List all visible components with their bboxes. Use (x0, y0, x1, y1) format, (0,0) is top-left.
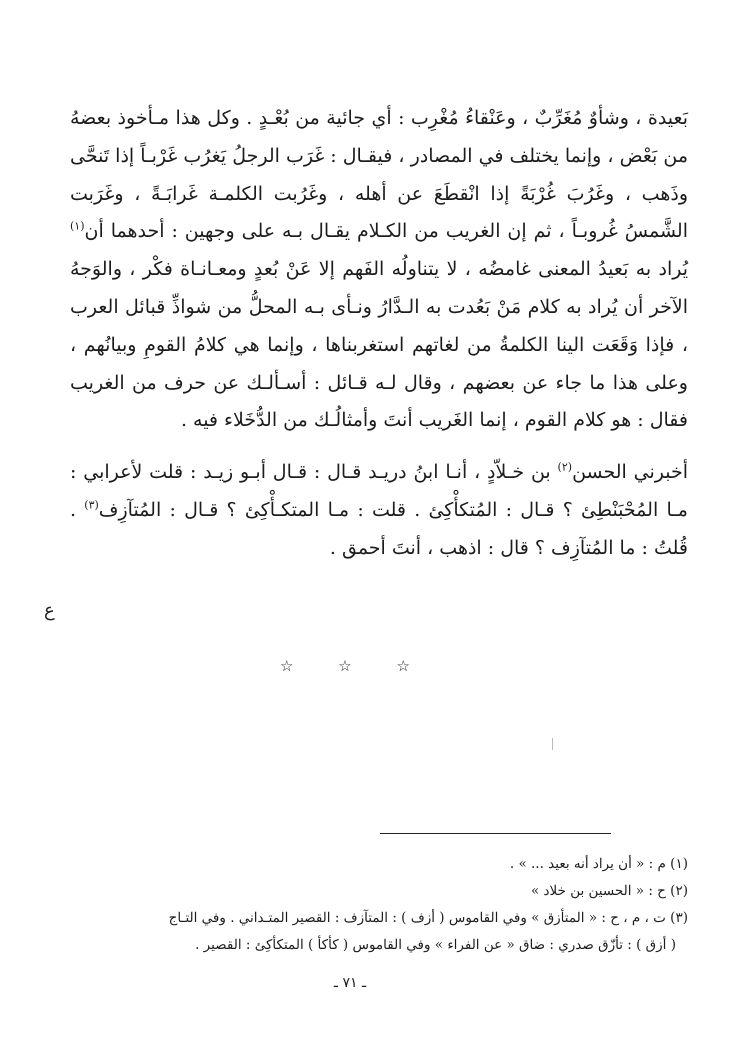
main-text (70, 100, 688, 568)
footnote-2: (٢) ح : « الحسين بن خلاد » (530, 883, 688, 899)
scan-mark (552, 738, 553, 750)
star-icon: ☆ (396, 657, 410, 675)
footnotes (80, 851, 688, 959)
margin-annotation: ع (44, 600, 55, 621)
footnote-separator (380, 833, 611, 834)
footnote-ref-3[interactable]: (٣) (84, 498, 99, 512)
footnote-ref-2[interactable]: (٢) (557, 460, 573, 474)
footnote-3: (٣) ت ، م ، ح : « المتأزق » وفي القاموس ( أزف ) : المتآزف : القصير المتـداني . وفي التـاج (168, 910, 688, 926)
paragraph-2: أخبرني الحسن$^{(٢)}$ بن خـلاّدٍ ، أنـا ابنُ دريـد قـال : قـال أبـو زيـد : قلت لأعرابي : مـا المُحْبَنْطِئ ؟ قـال : المُتكأْكِئ . قلت : مـا المتكـأْكِئ ؟ قـال : المُتآزِف$^{(٣)}$ . قُلتُ : ما المُتآزِف ؟ قال : اذهب ، أنتَ أحمق . (70, 460, 688, 559)
paragraph-1: بَعيدة ، وشأوٌ مُغَرِّبٌ ، وعَنْقاءُ مُغْرِب : أي جائية من بُعْـدٍ . وكل هذا مـأخوذ بعضهُ من بَعْض ، وإنما يختلف في المصادر ، فيقـال : غَرَب الرجلُ يَغرُب غَرْبـاً إذا تَنحَّى وذَهب ، وغَرُبَ غُرْبَةً إذا انْقطَعَ عن أهله ، وغَرُبت الكلمـة غَرابَـةً ، وغَرَبت الشَّمسُ غُروبـاً ، ثم إن الغريب من الكـلام يقـال بـه على وجهين : أحدهما أن$^{(١)}$ يُراد به بَعيدُ المعنى غامضُه ، لا يتناولُه الفَهم إلا عَنْ بُعدٍ ومعـانـاة فكْر ، والوَجهُ الآخر أن يُراد به كلام مَنْ بَعُدت به الـدَّارُ ونـأى بـه المحلُّ من شواذِّ قبائل العرب ، فإذا وَقَعَت الينا الكلمةُ من لغاتهم استغربناها ، وإنما هي كلامُ القومِ وبيانُهم ، وعلى هذا ما جاء عن بعضهم ، وقال لـه قـائل : أسـألـك عن حرف من الغريب فقال : هو كلام القوم ، إنما الغَريب أنتَ وأمثالُـك من الدُّخَلاء فيه . (70, 107, 688, 432)
footnote-1: (١) م : « أن يراد أنه بعيد ... » . (509, 856, 688, 872)
page-number: ـ ٧١ ـ (333, 975, 367, 991)
star-icon: ☆ (280, 657, 294, 675)
section-divider-stars (280, 657, 410, 675)
star-icon: ☆ (338, 657, 352, 675)
footnote-3-continued: ( أزق ) : تأزّق صدري : ضاق « عن الفراء » وفي القاموس ( كأكأ ) المتكأكِئ : القصير . (195, 937, 676, 953)
footnote-ref-1[interactable]: (١) (70, 220, 85, 234)
